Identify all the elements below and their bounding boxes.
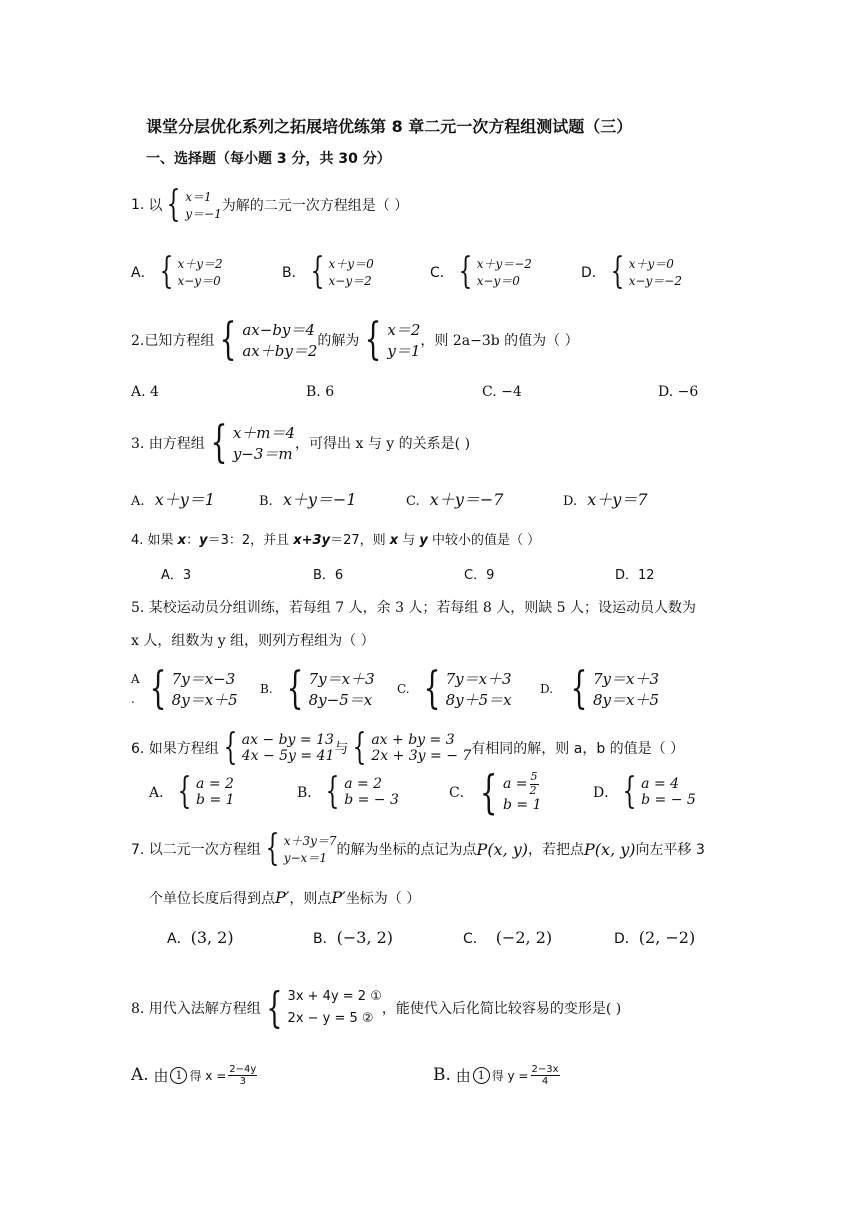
q2-option-c[interactable]: C. −4 bbox=[482, 384, 522, 400]
q4-option-d[interactable]: D．12 bbox=[615, 568, 655, 583]
option-label: B． bbox=[297, 785, 322, 801]
q1-option-d[interactable]: D． { x＋y＝0 x−y＝−2 bbox=[581, 251, 682, 292]
eq: x＋y＝−2 bbox=[476, 257, 532, 271]
eq: a = 2 bbox=[344, 776, 383, 792]
q1-system bbox=[162, 184, 222, 225]
eq: x−y＝0 bbox=[476, 274, 520, 288]
q2-option-d[interactable]: D. −6 bbox=[658, 384, 699, 400]
text: 的解为坐标的点记为点 bbox=[336, 842, 477, 858]
option-expr: (−3, 2) bbox=[336, 928, 394, 947]
eq: b = − 5 bbox=[641, 792, 696, 808]
q4-option-b[interactable]: B．6 bbox=[313, 568, 344, 583]
text: 得 x = bbox=[189, 1068, 227, 1083]
eq: 3x + 4y = 2 ① bbox=[287, 989, 382, 1004]
point-p: P(x, y) bbox=[476, 839, 529, 859]
option-label: D. bbox=[540, 682, 554, 696]
text: 4. 如果 bbox=[131, 533, 178, 548]
q2-eq2: ax＋by＝2 bbox=[242, 342, 318, 360]
q2-question: ，则 2a−3b 的值为（ ） bbox=[420, 333, 579, 349]
option-label: C. bbox=[397, 682, 410, 696]
page-title: 课堂分层优化系列之拓展培优练第 8 章二元一次方程组测试题（三） bbox=[146, 117, 633, 136]
q2-mid: 的解为 bbox=[317, 333, 360, 349]
circled-one-icon: 1 bbox=[170, 1067, 187, 1084]
option-label: A． bbox=[167, 931, 191, 947]
q6-option-c[interactable]: C． { a = $\frac{5}{2}$ b = 1 bbox=[449, 765, 542, 819]
var-x: x bbox=[177, 533, 187, 548]
q6-prefix: 6. 如果方程组 bbox=[131, 741, 219, 757]
q7-prefix: 7. 以二元一次方程组 bbox=[131, 842, 261, 858]
var-y: y bbox=[199, 533, 208, 548]
eq: b = 1 bbox=[196, 792, 235, 808]
text: ，若把点 bbox=[528, 842, 585, 858]
option-expr: (−2, 2) bbox=[495, 928, 553, 947]
eq: 2x − y = 5 ② bbox=[287, 1011, 374, 1026]
option-label: A． bbox=[131, 265, 155, 281]
eq: 7y＝x＋3 bbox=[593, 670, 660, 688]
q1-eq2: y＝−1 bbox=[185, 207, 222, 221]
question-2: 2.已知方程组 { ax−by＝4 ax＋by＝2 的解为 { x＝2 y＝1 ，则 2a−3b 的值为（ ） bbox=[131, 314, 579, 365]
question-3: 3. 由方程组 { x＋m＝4 y−3＝m ，可得出 x 与 y 的关系是( ) bbox=[131, 417, 471, 468]
eq: a = 2 bbox=[196, 776, 234, 792]
eq: y−x＝1 bbox=[283, 851, 327, 865]
option-label: B． bbox=[282, 265, 306, 281]
option-label: B. bbox=[260, 682, 273, 696]
text: 由 bbox=[153, 1066, 169, 1085]
eq: b = − 3 bbox=[344, 792, 399, 808]
q8-question: ，能使代入后化简比较容易的变形是( ) bbox=[381, 1001, 622, 1017]
q2-sol2: y＝1 bbox=[387, 342, 421, 360]
eq: 7y＝x＋3 bbox=[445, 670, 512, 688]
q5-option-d[interactable]: D. { 7y＝x＋3 8y＝x＋5 bbox=[540, 663, 660, 714]
option-expr: x＋y＝1 bbox=[154, 490, 215, 509]
q5-line-1: 5. 某校运动员分组训练，若每组 7 人，余 3 人；若每组 8 人，则缺 5 人；设运动员人数为 bbox=[131, 600, 697, 616]
text: ＝3：2，并且 bbox=[207, 533, 294, 548]
q4-option-c[interactable]: C．9 bbox=[464, 568, 495, 583]
question-8: 8. 用代入法解方程组 { 3x + 4y = 2 ① 2x − y = 5 ② ，能使代入后化简比较容易的变形是( ) bbox=[131, 983, 622, 1032]
var-y: y bbox=[419, 533, 428, 548]
q3-prefix: 3. 由方程组 bbox=[131, 436, 205, 452]
text: ： bbox=[186, 533, 200, 548]
q7-line-2 bbox=[149, 888, 420, 908]
q4-option-a[interactable]: A．3 bbox=[161, 568, 192, 583]
eq: b = 1 bbox=[503, 796, 542, 813]
text: 得 y = bbox=[491, 1068, 529, 1083]
option-label: B. bbox=[433, 1065, 451, 1085]
q1-eq1: x＝1 bbox=[185, 190, 212, 204]
q1-prefix: 以 bbox=[148, 198, 163, 214]
question-1 bbox=[131, 183, 408, 227]
frac-numerator: 2−3x bbox=[531, 1063, 559, 1075]
option-label: C． bbox=[430, 265, 454, 281]
section-heading: 一、选择题（每小题 3 分，共 30 分） bbox=[146, 151, 391, 167]
q7-option-d[interactable] bbox=[614, 928, 695, 948]
q8-prefix: 8. 用代入法解方程组 bbox=[131, 1001, 261, 1017]
option-label: A. bbox=[131, 494, 145, 509]
eq: ax − by = 13 bbox=[241, 732, 334, 748]
option-expr: (3, 2) bbox=[190, 928, 234, 947]
frac-numerator: 5 bbox=[530, 770, 538, 784]
frac-denominator: 2 bbox=[529, 783, 537, 797]
q7-option-a[interactable] bbox=[167, 928, 234, 948]
q8-option-a[interactable] bbox=[131, 1058, 259, 1092]
eq: a = 4 bbox=[641, 776, 680, 792]
eq: 8y＋5＝x bbox=[445, 691, 512, 709]
option-label: D． bbox=[614, 931, 639, 947]
option-label: C． bbox=[463, 931, 487, 947]
eq: 2x + 3y = − 7 bbox=[371, 748, 472, 764]
q3-option-a[interactable] bbox=[131, 487, 215, 510]
eq: 8y−5＝x bbox=[308, 691, 373, 709]
q1-option-a[interactable]: A． { x＋y＝2 x−y＝0 bbox=[131, 251, 223, 292]
q6-option-b[interactable]: B． { a = 2 b = − 3 bbox=[297, 771, 399, 812]
q6-mid: 与 bbox=[334, 741, 349, 757]
q5-option-c[interactable]: C. { 7y＝x＋3 8y＋5＝x bbox=[397, 663, 512, 714]
var-x: x bbox=[389, 533, 399, 548]
q7-option-b[interactable] bbox=[313, 928, 393, 948]
q5-option-a[interactable]: A . { 7y＝x−3 8y＝x＋5 bbox=[131, 663, 238, 714]
frac-denominator: 4 bbox=[541, 1075, 549, 1087]
text: ，则点 bbox=[289, 891, 332, 907]
eq: x−y＝−2 bbox=[628, 274, 682, 288]
eq: 8y＝x＋5 bbox=[171, 691, 238, 709]
eq: a = bbox=[503, 776, 528, 792]
option-label: A. bbox=[131, 1065, 149, 1085]
eq: x＋3y＝7 bbox=[283, 834, 337, 848]
option-label: C． bbox=[449, 785, 474, 801]
point-p-prime: P′ bbox=[331, 888, 346, 907]
q3-question: ，可得出 x 与 y 的关系是( ) bbox=[295, 436, 471, 452]
question-6: 6. 如果方程组 { ax − by = 13 4x − 5y = 41 与 { ax + by = 3 2x + 3y = − 7 有相同的解，则 a，b 的值是（ ） bbox=[131, 727, 685, 768]
option-label: B． bbox=[313, 931, 337, 947]
frac-denominator: 3 bbox=[239, 1075, 246, 1087]
q8-option-b[interactable] bbox=[433, 1058, 562, 1092]
q6-option-a[interactable]: A． { a = 2 b = 1 bbox=[149, 771, 235, 812]
circled-one-icon: 1 bbox=[473, 1067, 490, 1084]
q1-option-c[interactable]: C． { x＋y＝−2 x−y＝0 bbox=[430, 251, 532, 292]
expr: x+3y bbox=[293, 533, 331, 548]
option-dot: . bbox=[131, 692, 135, 706]
question-4 bbox=[131, 529, 540, 548]
text: 坐标为（ ） bbox=[345, 891, 421, 907]
eq: 4x − 5y = 41 bbox=[241, 748, 335, 764]
eq: 7y＝x＋3 bbox=[308, 670, 375, 688]
q3-eq2: y−3＝m bbox=[232, 445, 293, 463]
q7-option-c[interactable] bbox=[463, 928, 552, 948]
q1-number: 1. bbox=[131, 197, 145, 213]
q6-option-d[interactable]: D． { a = 4 b = − 5 bbox=[593, 771, 696, 812]
option-expr: x＋y＝7 bbox=[587, 490, 648, 509]
frac-numerator: 2−4y bbox=[229, 1063, 257, 1075]
eq: x＋y＝0 bbox=[628, 257, 674, 271]
option-expr: (2, −2) bbox=[638, 928, 696, 947]
option-label: A bbox=[131, 672, 140, 686]
q5-option-b[interactable]: B. { 7y＝x＋3 8y−5＝x bbox=[260, 663, 375, 714]
option-expr: x＋y＝−1 bbox=[282, 490, 357, 509]
text: 与 bbox=[398, 533, 420, 548]
text: 个单位长度后得到点 bbox=[149, 891, 275, 907]
eq: x−y＝0 bbox=[177, 274, 221, 288]
eq: x＋y＝2 bbox=[177, 257, 223, 271]
q3-option-b[interactable] bbox=[259, 487, 357, 510]
eq: x＋y＝0 bbox=[328, 257, 374, 271]
q1-question: 为解的二元一次方程组是（ ） bbox=[221, 198, 409, 214]
text: 中较小的值是（ ） bbox=[427, 533, 541, 548]
point-p-prime: P′ bbox=[275, 888, 290, 907]
q2-option-a[interactable]: A. 4 bbox=[131, 384, 159, 400]
text: 向左平移 3 bbox=[635, 842, 705, 858]
q3-eq1: x＋m＝4 bbox=[232, 424, 296, 442]
eq: 7y＝x−3 bbox=[171, 670, 236, 688]
q5-line-2: x 人，组数为 y 组，则列方程组为（ ） bbox=[131, 633, 375, 649]
option-label: A． bbox=[149, 785, 174, 801]
option-label: D． bbox=[581, 265, 606, 281]
text: ＝27，则 bbox=[330, 533, 390, 548]
option-label: D． bbox=[593, 785, 619, 801]
q3-option-d[interactable] bbox=[563, 487, 648, 510]
q2-prefix: 2.已知方程组 bbox=[131, 333, 215, 349]
q6-question: 有相同的解，则 a，b 的值是（ ） bbox=[471, 741, 685, 757]
q3-option-c[interactable] bbox=[406, 487, 503, 510]
option-label: B. bbox=[259, 494, 273, 509]
option-label: C. bbox=[406, 494, 420, 509]
q2-eq1: ax−by＝4 bbox=[242, 321, 315, 339]
q2-sol1: x＝2 bbox=[387, 321, 421, 339]
text: 由 bbox=[455, 1066, 471, 1085]
question-7: 7. 以二元一次方程组 { x＋3y＝7 y−x＝1 的解为坐标的点记为点 P(x, y) ，若把点 P(x, y) 向左平移 3 bbox=[131, 828, 705, 869]
eq: 8y＝x＋5 bbox=[593, 691, 660, 709]
q1-option-b[interactable]: B． { x＋y＝0 x−y＝2 bbox=[282, 251, 374, 292]
eq: ax + by = 3 bbox=[371, 732, 455, 748]
eq: x−y＝2 bbox=[328, 274, 372, 288]
option-label: D. bbox=[563, 494, 578, 509]
option-expr: x＋y＝−7 bbox=[429, 490, 504, 509]
brace: { bbox=[166, 184, 181, 225]
q2-option-b[interactable]: B. 6 bbox=[306, 384, 335, 400]
point-p: P(x, y) bbox=[584, 839, 636, 859]
